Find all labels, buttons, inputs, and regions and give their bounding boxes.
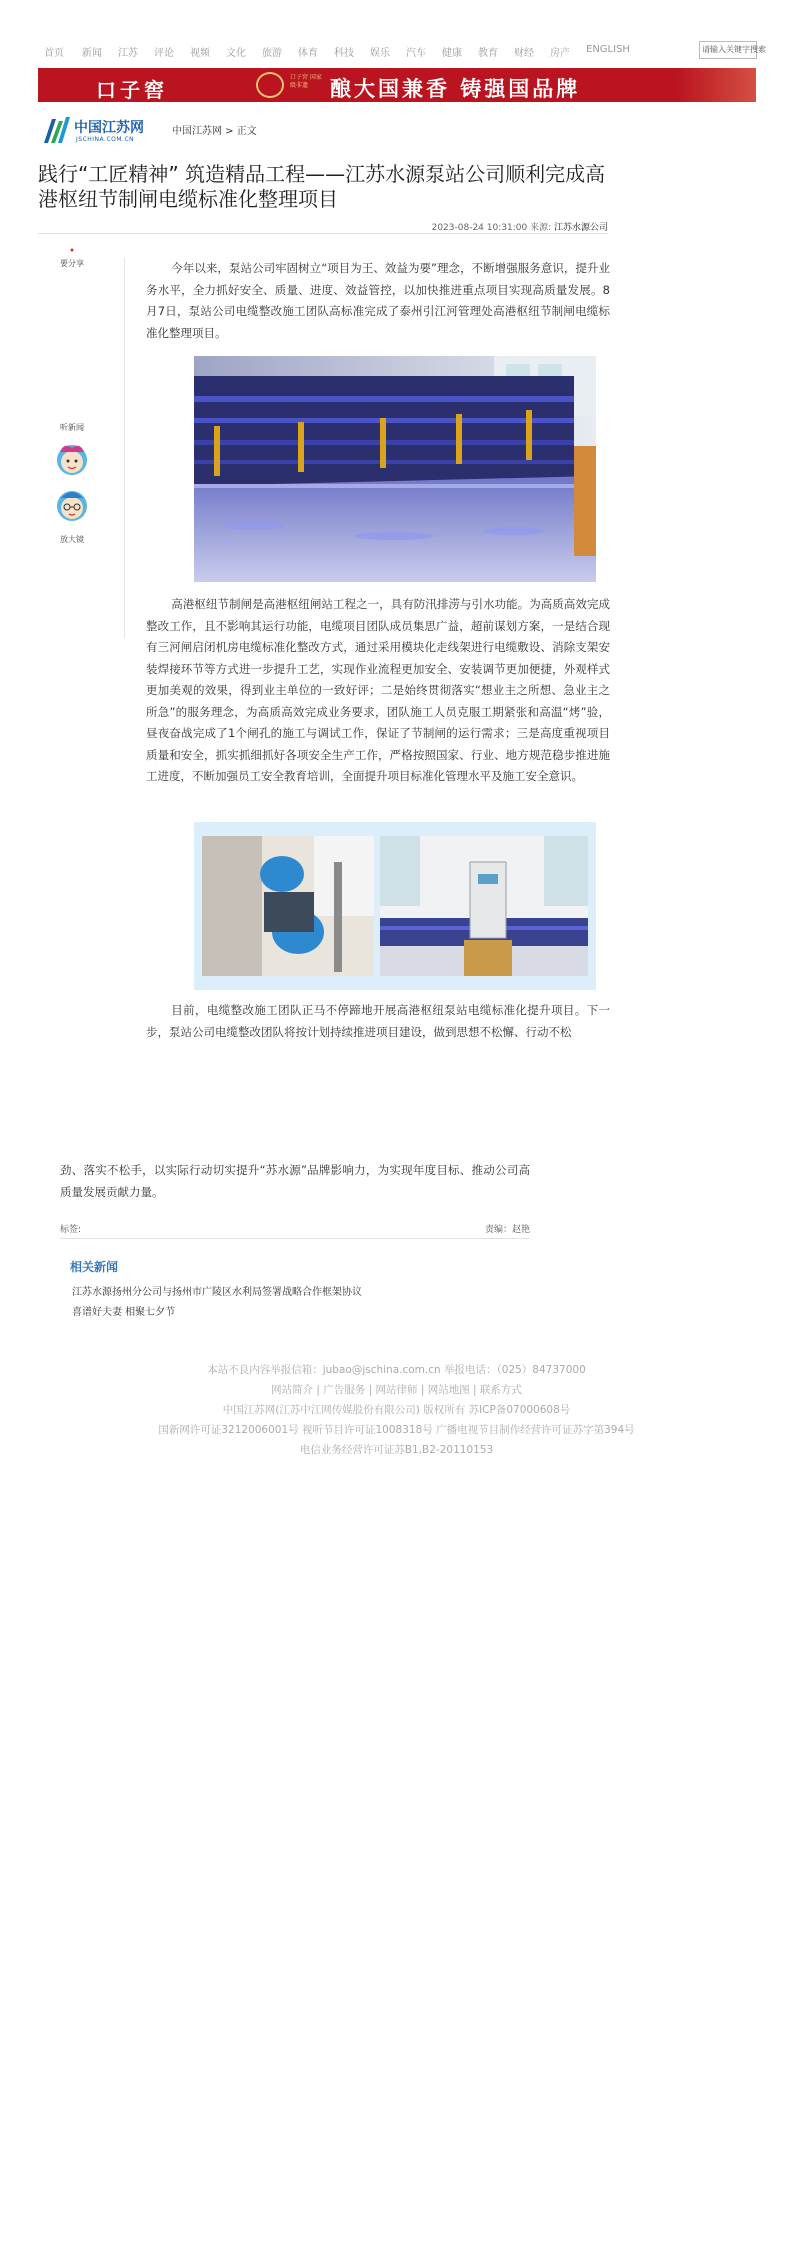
banner-ad[interactable] [38,68,756,102]
source-label: 来源: [530,223,552,233]
nav-jiangsu[interactable]: 江苏 [118,48,138,59]
banner-slogan: 酿大国兼香 铸强国品牌 [330,76,581,101]
nav-realestate[interactable]: 房产 [550,48,570,59]
footer-copyright: 中国江苏网(江苏中江网传媒股份有限公司) 版权所有 苏ICP备07000608号 [222,1404,571,1416]
banner-decoration [676,68,756,102]
banner-emblem-text: 口子窖 国家级非遗 [290,74,322,89]
nav-auto[interactable]: 汽车 [406,48,426,59]
nav-travel[interactable]: 旅游 [262,48,282,59]
page-title: 践行“工匠精神” 筑造精品工程——江苏水源泵站公司顺利完成高港枢纽节制闸电缆标准化整理项目 [38,162,606,211]
banner-brand: 口子窖 [96,78,168,102]
article-source: 江苏水源公司 [553,223,608,233]
related-news-item-2[interactable]: 喜谱好夫妻 相聚七夕节 [72,1307,176,1318]
nav-finance[interactable]: 财经 [514,48,534,59]
tags-divider [60,1238,530,1239]
article-meta [300,220,608,233]
footer-telecom: 电信业务经营许可证苏B1,B2-20110153 [299,1444,494,1456]
article-date: 2023-08-24 10:31:00 [431,223,528,233]
article-paragraph-4: 劲、落实不松手，以实际行动切实提升“苏水源”品牌影响力，为实现年度目标、推动公司高质量发展贡献力量。 [60,1163,530,1199]
magnifier-label: 放大镜 [60,535,84,544]
footer-links[interactable]: 网站简介 | 广告服务 | 网站律师 | 网站地图 | 联系方式 [271,1384,522,1396]
article-image-cable-room [194,356,596,582]
article-paragraph-3: 目前，电缆整改施工团队正马不停蹄地开展高港枢纽泵站电缆标准化提升项目。下一步，泵站公司电缆整改团队将按计划持续推进项目建设，做到思想不松懈、行动不松 [146,1003,610,1039]
share-dot-icon [70,248,74,252]
listen-label: 听新闻 [60,423,84,432]
title-divider [38,233,608,234]
nav-health[interactable]: 健康 [442,48,462,59]
search-input[interactable]: 请输入关键字搜索 [699,41,757,59]
article-paragraph-1: 今年以来，泵站公司牢固树立“项目为王、效益为要”理念，不断增强服务意识，提升业务水平，全力抓好安全、质量、进度、效益管控，以加快推进重点项目实现高质量发展。8月7日，泵站公司电缆整改施工团队高标准完成了泰州引江河管理处高港枢纽节制闸电缆标准化整理项目。 [146,261,610,340]
nav-tech[interactable]: 科技 [334,48,354,59]
nav-comment[interactable]: 评论 [154,48,174,59]
nav-news[interactable]: 新闻 [82,48,102,59]
related-news-title: 相关新闻 [70,1260,119,1274]
side-divider [124,258,125,638]
share-button[interactable]: 要分享 [60,259,84,268]
nav-home[interactable]: 首页 [44,48,64,59]
nav-education[interactable]: 教育 [478,48,498,59]
nav-english[interactable]: ENGLISH [586,44,630,55]
top-nav [44,44,756,60]
logo-domain: JSCHINA.COM.CN [76,136,135,143]
site-logo[interactable] [40,113,150,147]
article-image-workers [194,822,596,990]
nav-entertainment[interactable]: 娱乐 [370,48,390,59]
breadcrumb[interactable]: 中国江苏网 > 正文 [172,126,257,137]
magnifier-icon[interactable] [52,484,92,524]
nav-culture[interactable]: 文化 [226,48,246,59]
listen-news-icon[interactable] [52,438,92,478]
editor-credit: 责编：赵艳 [484,1225,530,1235]
logo-name: 中国江苏网 [74,120,144,136]
nav-video[interactable]: 视频 [190,48,210,59]
banner-emblem-icon [256,72,284,98]
tags-label: 标签: [60,1225,82,1235]
footer-licenses: 国新网许可证3212006001号 视听节目许可证1008318号 广播电视节目制作经营许可证苏字第394号 [158,1424,635,1436]
related-news-item-1[interactable]: 江苏水源扬州分公司与扬州市广陵区水利局签署战略合作框架协议 [72,1287,362,1298]
logo-mark-icon [40,113,70,147]
article-paragraph-2: 高港枢纽节制闸是高港枢纽闸站工程之一，具有防汛排涝与引水功能。为高质高效完成整改工作，且不影响其运行功能，电缆项目团队成员集思广益，超前谋划方案，一是结合现有三河闸启闭机房电缆标准化整改方式，通过采用模块化走线架进行电缆敷设、消除支架安装焊接环节等方式进一步提升工艺，实现作业流程更加安全、安装调节更加便捷，外观样式更加美观的效果，得到业主单位的一致好评；二是始终贯彻落实“想业主之所想、急业主之所急”的服务理念，为高质高效完成业务要求，团队施工人员克服工期紧张和高温“烤”验，昼夜奋战完成了1个闸孔的施工与调试工作，保证了节制闸的运行需求；三是高度重视项目质量和安全，抓实抓细抓好各项安全生产工作，严格按照国家、行业、地方规范稳步推进施工进度，不断加强员工安全教育培训，全面提升项目标准化管理水平及施工安全意识。 [146,597,610,783]
nav-sports[interactable]: 体育 [298,48,318,59]
footer-report: 本站不良内容举报信箱：jubao@jschina.com.cn 举报电话：（025）84737000 [207,1364,586,1376]
